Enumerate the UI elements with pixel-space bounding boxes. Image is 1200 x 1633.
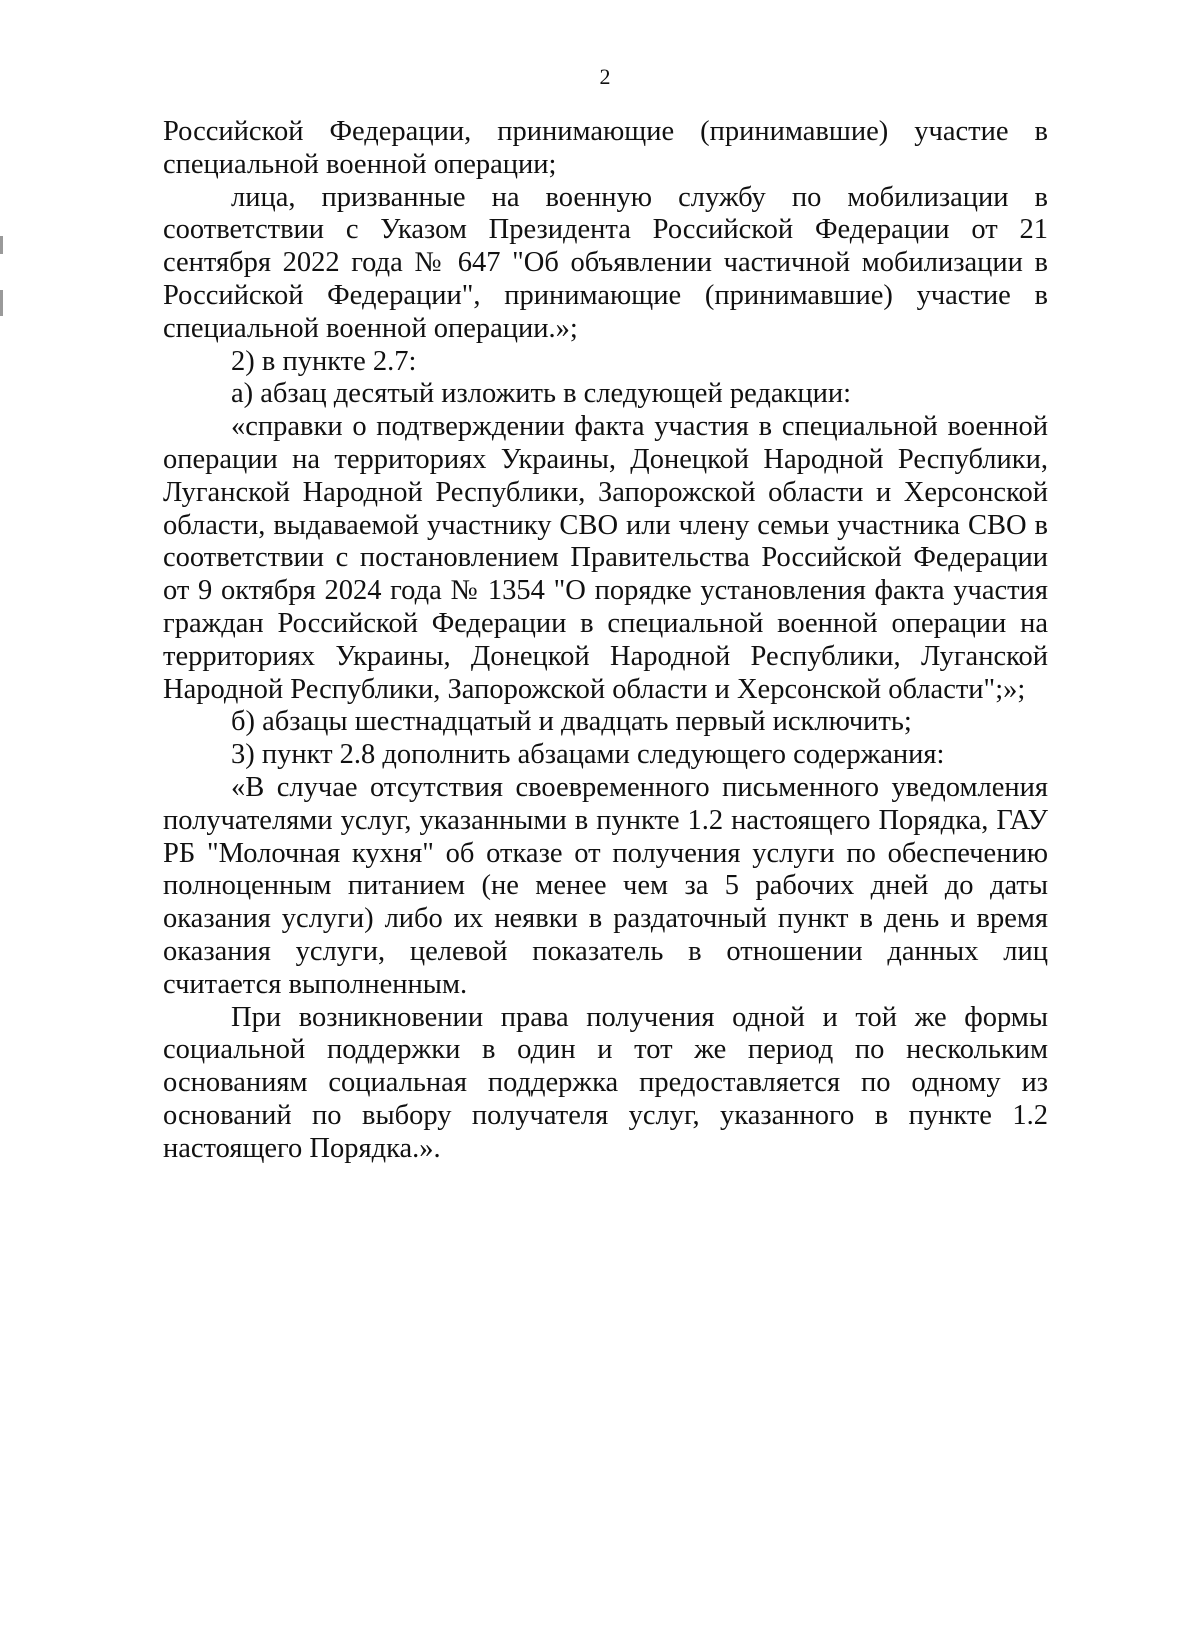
paragraph-mobilized-persons: лица, призванные на военную службу по мобилизации в соответствии с Указом Президента Российской Федерации от 21 сентября 2022 года № 647 "Об объявлении частичной мобилизации в Российской Федерации", принимающие (принимавшие) участие в специальной военной операции.»; xyxy=(163,181,1048,344)
paragraph-notification-text: «В случае отсутствия своевременного письменного уведомления получателями услуг, указанными в пункте 1.2 настоящего Порядка, ГАУ РБ "Молочная кухня" об отказе от получения услуги по обеспечению полноценным питанием (не менее чем за 5 рабочих дней до даты оказания услуги) либо их неявки в раздаточный пункт в день и время оказания услуги, целевой показатель в отношении данных лиц считается выполненным. xyxy=(163,771,1048,1000)
paragraph-social-support-text: При возникновении права получения одной и той же формы социальной поддержки в один и тот же период по нескольким основаниям социальная поддержка предоставляется по одному из оснований по выбору получателя услуг, указанного в пункте 1.2 настоящего Порядка.». xyxy=(163,1001,1048,1164)
paragraph-item-2b: б) абзацы шестнадцатый и двадцать первый исключить; xyxy=(231,706,912,738)
document-body xyxy=(163,116,1048,1166)
page-number: 2 xyxy=(599,64,611,89)
paragraph-item-2: 2) в пункте 2.7: xyxy=(231,345,417,377)
scan-edge-mark xyxy=(0,290,3,316)
paragraph-certificate-text: «справки о подтверждении факта участия в специальной военной операции на территориях Украины, Донецкой Народной Республики, Луганской Народной Республики, Запорожской области и Херсонской области, выдаваемой участнику СВО или члену семьи участника СВО в соответствии с постановлением Правительства Российской Федерации от 9 октября 2024 года № 1354 "О порядке установления факта участия граждан Российской Федерации в специальной военной операции на территориях Украины, Донецкой Народной Республики, Луганской Народной Республики, Запорожской области и Херсонской области";»; xyxy=(163,411,1048,705)
scan-edge-mark xyxy=(0,236,3,254)
paragraph-continuation: Российской Федерации, принимающие (принимавшие) участие в специальной военной операции; xyxy=(163,116,1048,180)
paragraph-item-2a: а) абзац десятый изложить в следующей редакции: xyxy=(231,378,852,410)
paragraph-item-3: 3) пункт 2.8 дополнить абзацами следующего содержания: xyxy=(231,739,945,771)
